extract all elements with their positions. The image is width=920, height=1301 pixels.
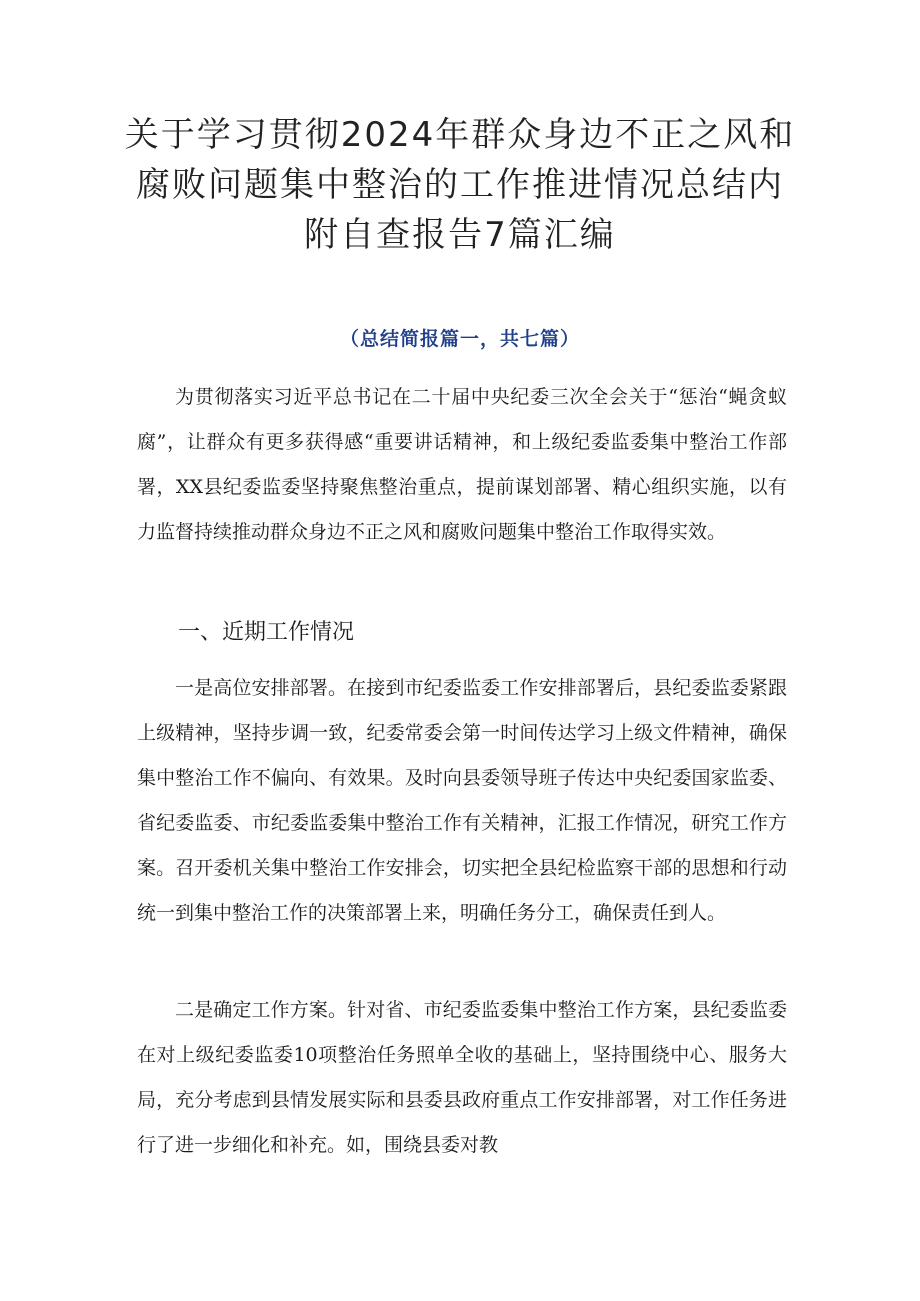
document-title xyxy=(100,110,820,260)
section-heading: 一、近期工作情况 xyxy=(178,620,355,645)
document-subtitle: （总结简报篇一，共七篇） xyxy=(339,328,580,350)
title-line-2: 腐败问题集中整治的工作推进情况总结内 xyxy=(136,165,784,205)
title-line-3: 附自查报告7篇汇编 xyxy=(304,215,616,255)
intro-paragraph: 为贯彻落实习近平总书记在二十届中央纪委三次全会关于“惩治“蝇贪蚁腐”，让群众有更多获得感“重要讲话精神，和上级纪委监委集中整治工作部署，XX县纪委监委坚持聚焦整治重点，提前谋划部署、精心组织实施，以有力监督持续推动群众身边不正之风和腐败问题集中整治工作取得实效。 xyxy=(137,386,787,543)
title-line-1: 关于学习贯彻2024年群众身边不正之风和 xyxy=(124,115,796,155)
body-paragraph: 一是高位安排部署。在接到市纪委监委工作安排部署后，县纪委监委紧跟上级精神，坚持步调一致，纪委常委会第一时间传达学习上级文件精神，确保集中整治工作不偏向、有效果。及时向县委领导班子传达中央纪委国家监委、省纪委监委、市纪委监委集中整治工作有关精神，汇报工作情况，研究工作方案。召开委机关集中整治工作安排会，切实把全县纪检监察干部的思想和行动统一到集中整治工作的决策部署上来，明确任务分工，确保责任到人。 xyxy=(137,677,787,924)
body-paragraph: 二是确定工作方案。针对省、市纪委监委集中整治工作方案，县纪委监委在对上级纪委监委10项整治任务照单全收的基础上，坚持围绕中心、服务大局，充分考虑到县情发展实际和县委县政府重点工作安排部署，对工作任务进行了进一步细化和补充。如，围绕县委对教 xyxy=(137,999,787,1156)
